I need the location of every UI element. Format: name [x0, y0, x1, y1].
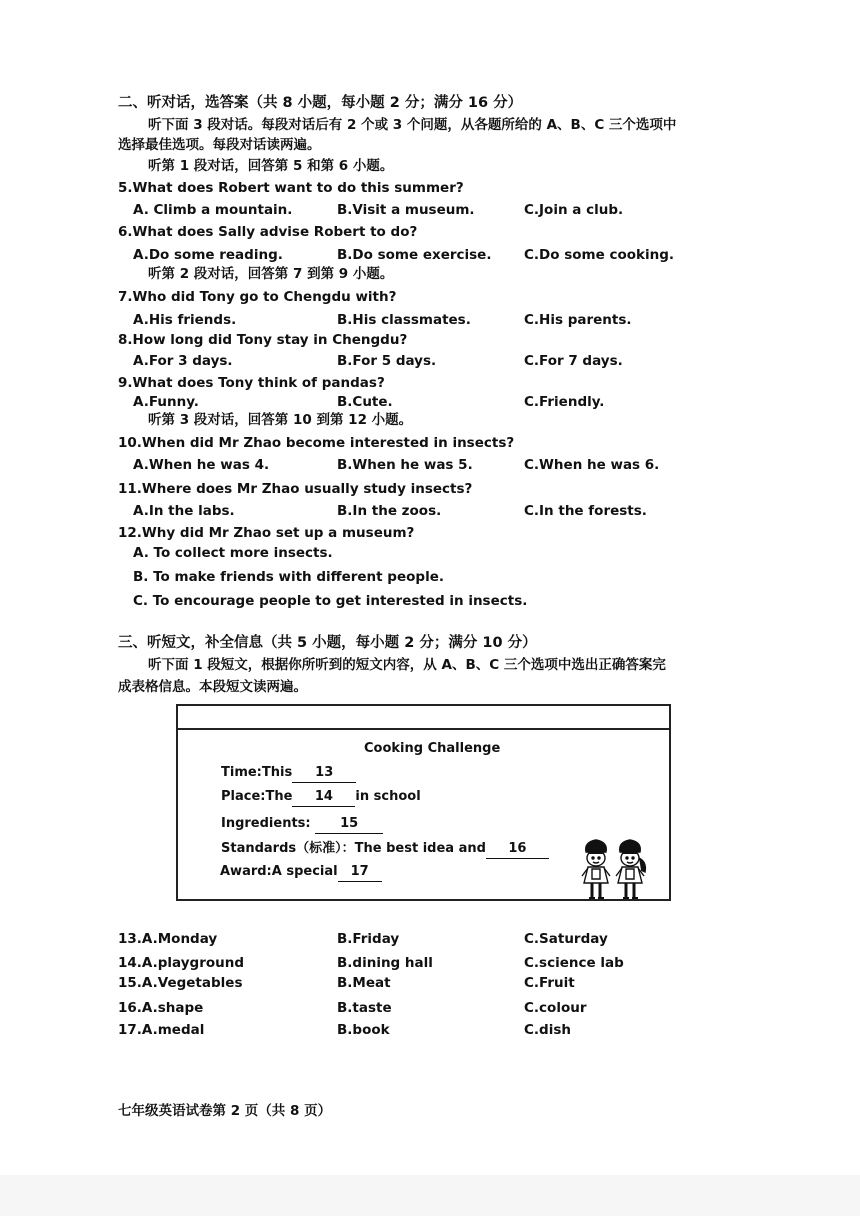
q11-option-b: B.In the zoos. — [337, 503, 442, 519]
scan-bottom-margin — [0, 1175, 860, 1216]
q8-option-c: C.For 7 days. — [524, 353, 623, 369]
q12-option-a: A. To collect more insects. — [133, 545, 333, 561]
q11-option-a: A.In the labs. — [133, 503, 235, 519]
section3-intro-line1: 听下面 1 段短文，根据你所听到的短文内容，从 A、B、C 三个选项中选出正确答案完 — [148, 657, 666, 673]
table-header-divider — [178, 728, 669, 730]
blank-13: 13 — [292, 764, 356, 783]
section3-intro-line2: 成表格信息。本段短文读两遍。 — [118, 679, 307, 695]
table-row-time — [221, 764, 356, 783]
section2-intro-line1: 听下面 3 段对话。每段对话后有 2 个或 3 个问题，从各题所给的 A、B、C 三个选项中 — [148, 117, 677, 133]
ingredients-label: Ingredients: — [221, 816, 311, 831]
blank-15: 15 — [315, 815, 383, 834]
q9-option-b: B.Cute. — [337, 394, 393, 410]
q7-option-c: C.His parents. — [524, 312, 632, 328]
q5-option-b: B.Visit a museum. — [337, 202, 475, 218]
place-suffix: in school — [355, 789, 421, 804]
q14-option-b: B.dining hall — [337, 955, 433, 971]
question-6: 6.What does Sally advise Robert to do? — [118, 224, 418, 240]
q10-option-a: A.When he was 4. — [133, 457, 270, 473]
q15-option-b: B.Meat — [337, 975, 391, 991]
question-9: 9.What does Tony think of pandas? — [118, 375, 385, 391]
blank-16: 16 — [486, 840, 549, 859]
q17-option-b: B.book — [337, 1022, 390, 1038]
q13-option-b: B.Friday — [337, 931, 400, 947]
question-12: 12.Why did Mr Zhao set up a museum? — [118, 525, 415, 541]
dialogue3-instruction: 听第 3 段对话，回答第 10 到第 12 小题。 — [148, 412, 413, 428]
q13-option-a: 13.A.Monday — [118, 931, 218, 947]
q12-option-b: B. To make friends with different people. — [133, 569, 444, 585]
q16-option-b: B.taste — [337, 1000, 392, 1016]
chef-kids-illustration — [580, 836, 662, 906]
q10-option-c: C.When he was 6. — [524, 457, 660, 473]
section2-intro-line2: 选择最佳选项。每段对话读两遍。 — [118, 137, 321, 153]
table-row-ingredients — [221, 815, 383, 834]
q8-option-a: A.For 3 days. — [133, 353, 233, 369]
q6-option-c: C.Do some cooking. — [524, 247, 675, 263]
question-11: 11.Where does Mr Zhao usually study insects? — [118, 481, 473, 497]
place-label: Place:The — [221, 789, 293, 804]
q16-option-a: 16.A.shape — [118, 1000, 204, 1016]
q13-option-c: C.Saturday — [524, 931, 608, 947]
table-row-award — [220, 863, 382, 882]
q5-option-c: C.Join a club. — [524, 202, 624, 218]
q14-option-c: C.science lab — [524, 955, 624, 971]
q7-option-a: A.His friends. — [133, 312, 237, 328]
q9-option-c: C.Friendly. — [524, 394, 605, 410]
q8-option-b: B.For 5 days. — [337, 353, 437, 369]
dialogue1-instruction: 听第 1 段对话，回答第 5 和第 6 小题。 — [148, 158, 394, 174]
question-7: 7.Who did Tony go to Chengdu with? — [118, 289, 397, 305]
q17-option-c: C.dish — [524, 1022, 571, 1038]
q6-option-b: B.Do some exercise. — [337, 247, 492, 263]
q7-option-b: B.His classmates. — [337, 312, 471, 328]
q15-option-a: 15.A.Vegetables — [118, 975, 243, 991]
page-footer: 七年级英语试卷第 2 页（共 8 页） — [118, 1103, 332, 1119]
q12-option-c: C. To encourage people to get interested in insects. — [133, 593, 528, 609]
q11-option-c: C.In the forests. — [524, 503, 647, 519]
q16-option-c: C.colour — [524, 1000, 587, 1016]
blank-17: 17 — [338, 863, 382, 882]
q10-option-b: B.When he was 5. — [337, 457, 473, 473]
table-row-place — [221, 788, 421, 807]
table-row-standards — [221, 840, 549, 859]
section3-heading: 三、听短文，补全信息（共 5 小题，每小题 2 分；满分 10 分） — [118, 635, 537, 651]
q9-option-a: A.Funny. — [133, 394, 199, 410]
question-10: 10.When did Mr Zhao become interested in insects? — [118, 435, 515, 451]
table-title: Cooking Challenge — [364, 741, 501, 756]
q14-option-a: 14.A.playground — [118, 955, 245, 971]
award-label: Award:A special — [220, 864, 338, 879]
q6-option-a: A.Do some reading. — [133, 247, 283, 263]
q17-option-a: 17.A.medal — [118, 1022, 205, 1038]
q5-option-a: A. Climb a mountain. — [133, 202, 293, 218]
question-8: 8.How long did Tony stay in Chengdu? — [118, 332, 408, 348]
standards-label: Standards（标准）：The best idea and — [221, 841, 486, 856]
q15-option-c: C.Fruit — [524, 975, 575, 991]
question-5: 5.What does Robert want to do this summer? — [118, 180, 464, 196]
blank-14: 14 — [292, 788, 355, 807]
time-label: Time:This — [221, 765, 293, 780]
dialogue2-instruction: 听第 2 段对话，回答第 7 到第 9 小题。 — [148, 266, 394, 282]
section2-heading: 二、听对话，选答案（共 8 小题，每小题 2 分；满分 16 分） — [118, 95, 523, 111]
